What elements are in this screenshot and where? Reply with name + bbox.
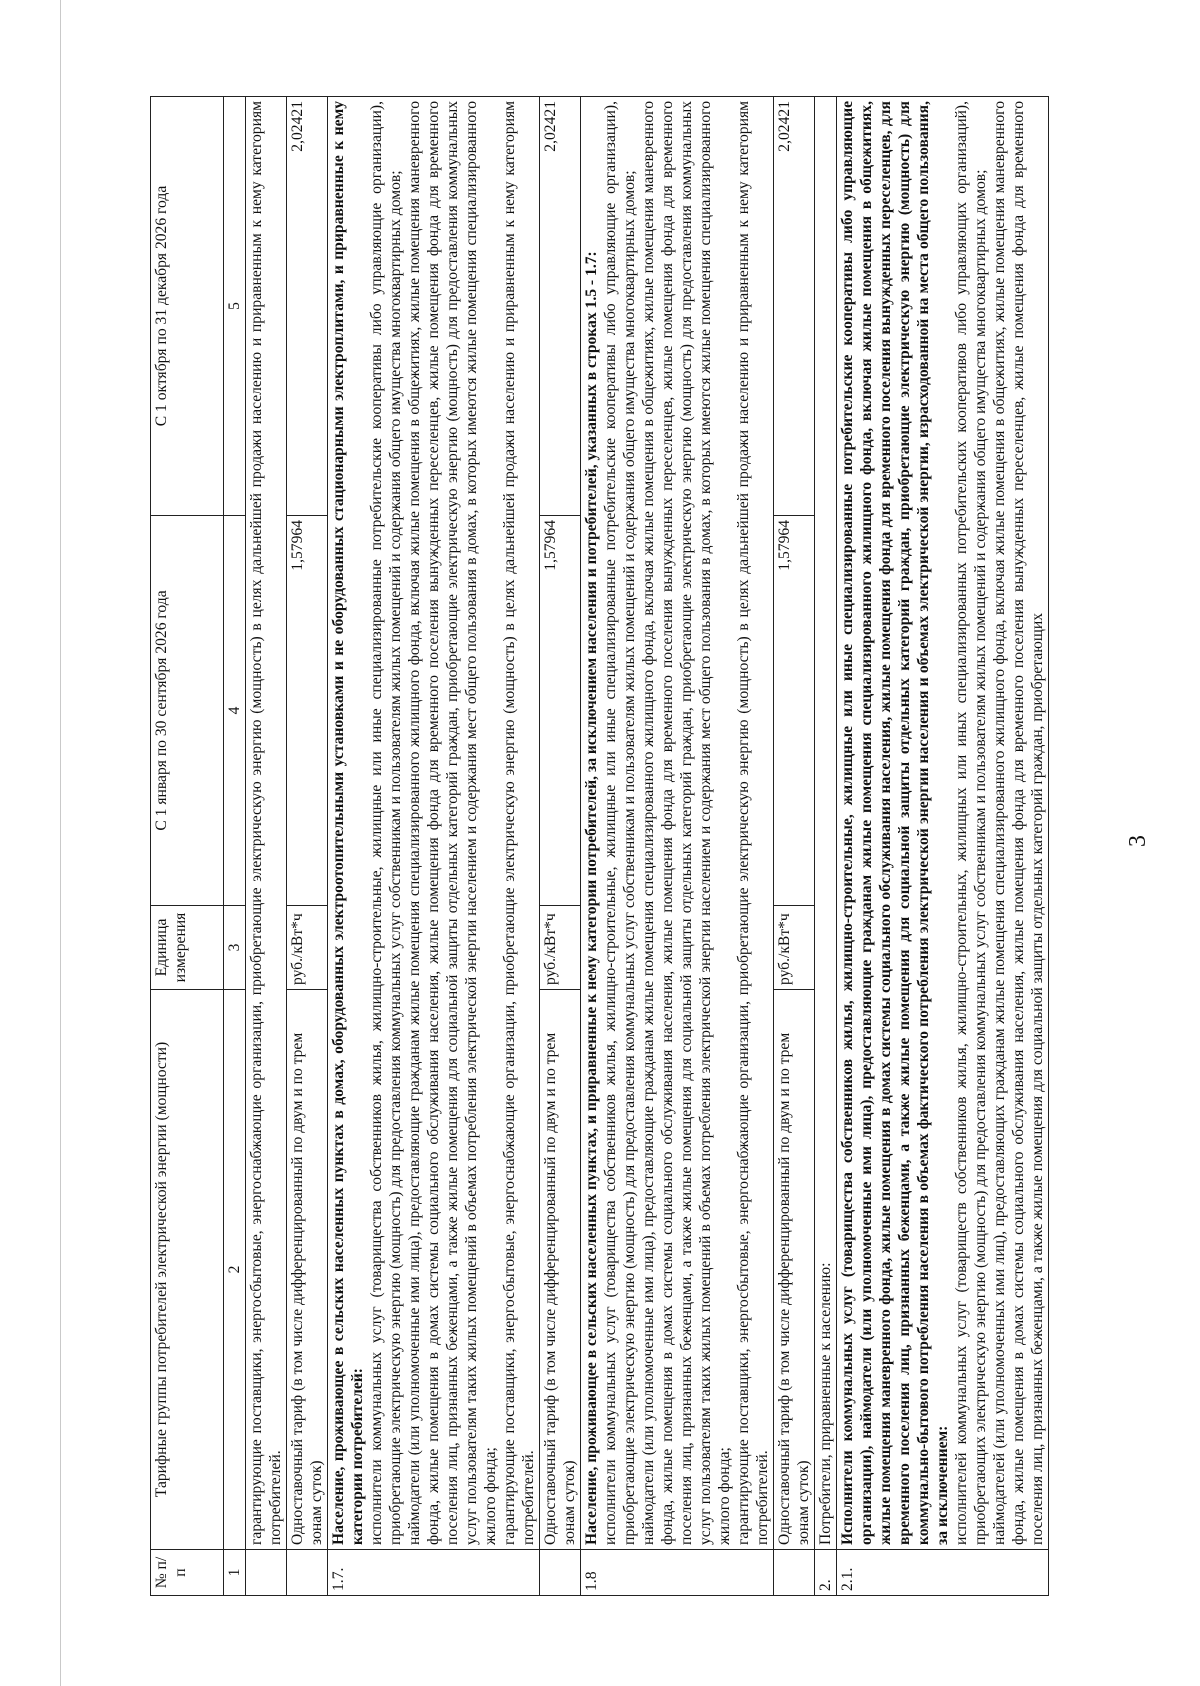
table-row [246,97,287,1596]
row-paragraph: гарантирующие поставщики, энергосбытовые, энергоснабжающие организации, приобретающие электрическую энергию (мощность) в целях дальнейшей продажи населению и приравненным к нему категориям потребителей. [735,101,771,1545]
table-row [328,97,540,1596]
column-number: 3 [224,906,246,990]
row-text [328,97,540,1550]
row-paragraph: наймодатели (или уполномоченные ими лица), предоставляющие гражданам жилые помещения специализированного жилищного фонда, включая жилые помещения в общежитиях, жилые помещения маневренного фонда, жилые помещения в домах системы социального обслуживания населения, жилые помещения фонда для временного поселения вынужденных переселенцев, жилые помещения фонда для временного поселения лиц, признанных беженцами, а также жилые помещения для социальной защиты отдельных категорий граждан, приобретающие электрическую энергию (мощность) для предоставления коммунальных услуг пользователям таких жилых помещений в объемах потребления электрической энергии населением и содержания мест общего пользования в домах, в которых имеются жилые помещения специализированного жилого фонда; [406,101,499,1545]
tariff-value-period-2: 2,02421 [774,97,815,516]
column-number-row [224,97,246,1596]
table-row [581,97,774,1596]
row-number: 2. [815,1550,837,1596]
page-number: 3 [1125,835,1151,847]
table-row [287,97,328,1596]
header-tariff-groups: Тарифные группы потребителей электрической энергии (мощности) [151,990,224,1550]
table-header-row [151,97,224,1596]
row-title: Исполнители коммунальных услуг (товарищества собственников жилья, жилищно-строительные, жилищные или иные специализированные потребительские кооперативы либо управляющие организации), наймодатели (или уполномоченные ими лица), предоставляющие гражданам жилые помещения специализированного жилищного фонда, включая жилые помещения в общежитиях, жилые помещения маневренного фонда, жилые помещения в домах системы социального обслуживания населения, жилые помещения фонда для временного поселения вынужденных переселенцев, для временного поселения лиц, признанных беженцами, а также жилые помещения для социальной защиты отдельных категорий граждан, приобретающие электрическую энергию (мощность) для коммунально-бытового потребления населения в объемах фактического потребления электрической энергии населения и объемах электрической энергии, израсходованной на места общего пользования, за исключением: [839,101,951,1545]
row-title: Потребители, приравненные к населению: [815,97,837,1550]
table-row [540,97,581,1596]
column-number: 2 [224,990,246,1550]
header-period-1: С 1 января по 30 сентября 2026 года [151,516,224,906]
tariff-label: Одноставочный тариф (в том числе дифференцированный по двум и по трем зонам суток) [774,990,815,1550]
tariff-table [150,96,1049,1596]
row-number: 1.8 [581,1550,774,1596]
scan-edge-line [60,0,61,1686]
tariff-value-period-2: 2,02421 [540,97,581,516]
row-paragraph: исполнители коммунальных услуг (товарищества собственников жилья, жилищно-строительные, жилищные или иные специализированные потребительские кооперативы либо управляющие организации), приобретающие электрическую энергию (мощность) для предоставления коммунальных услуг собственникам и пользователям жилых помещений и содержания общего имущества многоквартирных домов; [368,101,404,1545]
column-number: 1 [224,1550,246,1596]
row-paragraph: исполнителей коммунальных услуг (товариществ собственников жилья, жилищно-строительных, жилищных или иных специализированных потребительских кооперативов либо управляющих организаций), приобретающих электрическую энергию (мощность) для предоставления коммунальных услуг собственникам и пользователям жилых помещений и содержания общего имущества многоквартирных домов; [953,101,989,1545]
column-number: 4 [224,516,246,906]
row-number: 2.1. [837,1550,1049,1596]
row-paragraph: наймодателей (или уполномоченных ими лиц), предоставляющих гражданам жилые помещения специализированного жилищного фонда, включая жилые помещения в общежитиях, жилые помещения маневренного фонда, жилые помещения в домах системы социального обслуживания населения, жилые помещения фонда для временного поселения вынужденных переселенцев, жилые помещения фонда для временного поселения лиц, признанных беженцами, а также жилые помещения для социальной защиты отдельных категорий граждан, приобретающих [991,101,1046,1545]
tariff-label: Одноставочный тариф (в том числе дифференцированный по двум и по трем зонам суток) [540,990,581,1550]
row-number [540,1550,581,1596]
row-title: Население, проживающее в сельских населенных пунктах, и приравненные к нему категории потребителей, за исключением населения и потребителей, указанных в строках 1.5 - 1.7: [583,251,600,1545]
row-paragraph: гарантирующие поставщики, энергосбытовые, энергоснабжающие организации, приобретающие электрическую энергию (мощность) в целях дальнейшей продажи населению и приравненным к нему категориям потребителей. [501,101,537,1545]
row-number: 1.7. [328,1550,540,1596]
tariff-unit: руб./кВт*ч [540,906,581,990]
table-row [774,97,815,1596]
tariff-value-period-1: 1,57964 [540,516,581,906]
row-text [837,97,1049,1550]
tariff-value-period-1: 1,57964 [774,516,815,906]
header-unit: Единица измерения [151,906,224,990]
row-paragraph: исполнители коммунальных услуг (товарищества собственников жилья, жилищно-строительные, жилищные или иные специализированные потребительские кооперативы либо управляющие организации), приобретающие электрическую энергию (мощность) для предоставления коммунальных услуг собственникам и пользователям жилых помещений и содержания общего имущества многоквартирных домов; [602,101,638,1545]
header-period-2: С 1 октября по 31 декабря 2026 года [151,97,224,516]
tariff-value-period-1: 1,57964 [287,516,328,906]
row-title: Население, проживающее в сельских населенных пунктах в домах, оборудованных электроотопительными установками и не оборудованных стационарными электроплитами, и приравненные к нему категории потребителей: [330,101,366,1545]
column-number: 5 [224,97,246,516]
row-number [246,1550,287,1596]
tariff-unit: руб./кВт*ч [287,906,328,990]
tariff-label: Одноставочный тариф (в том числе дифференцированный по двум и по трем зонам суток) [287,990,328,1550]
row-number [774,1550,815,1596]
tariff-value-period-2: 2,02421 [287,97,328,516]
row-paragraph: наймодатели (или уполномоченные ими лица), предоставляющие гражданам жилые помещения специализированного жилищного фонда, включая жилые помещения в общежитиях, жилые помещения маневренного фонда, жилые помещения в домах системы социального обслуживания населения, жилые помещения фонда для временного поселения вынужденных переселенцев, жилые помещения фонда для временного поселения лиц, признанных беженцами, а также жилые помещения для социальной защиты отдельных категорий граждан, приобретающие электрическую энергию (мощность) для предоставления коммунальных услуг пользователям таких жилых помещений в объемах потребления электрической энергии населением и содержания мест общего пользования в домах, в которых имеются жилые помещения специализированного жилого фонда; [640,101,733,1545]
row-number [287,1550,328,1596]
header-number: № п/п [151,1550,224,1596]
tariff-unit: руб./кВт*ч [774,906,815,990]
table-row [837,97,1049,1596]
table-row [815,97,837,1596]
row-text: гарантирующие поставщики, энергосбытовые, энергоснабжающие организации, приобретающие электрическую энергию (мощность) в целях дальнейшей продажи населению и приравненным к нему категориям потребителей. [246,97,287,1550]
row-text [581,97,774,1550]
